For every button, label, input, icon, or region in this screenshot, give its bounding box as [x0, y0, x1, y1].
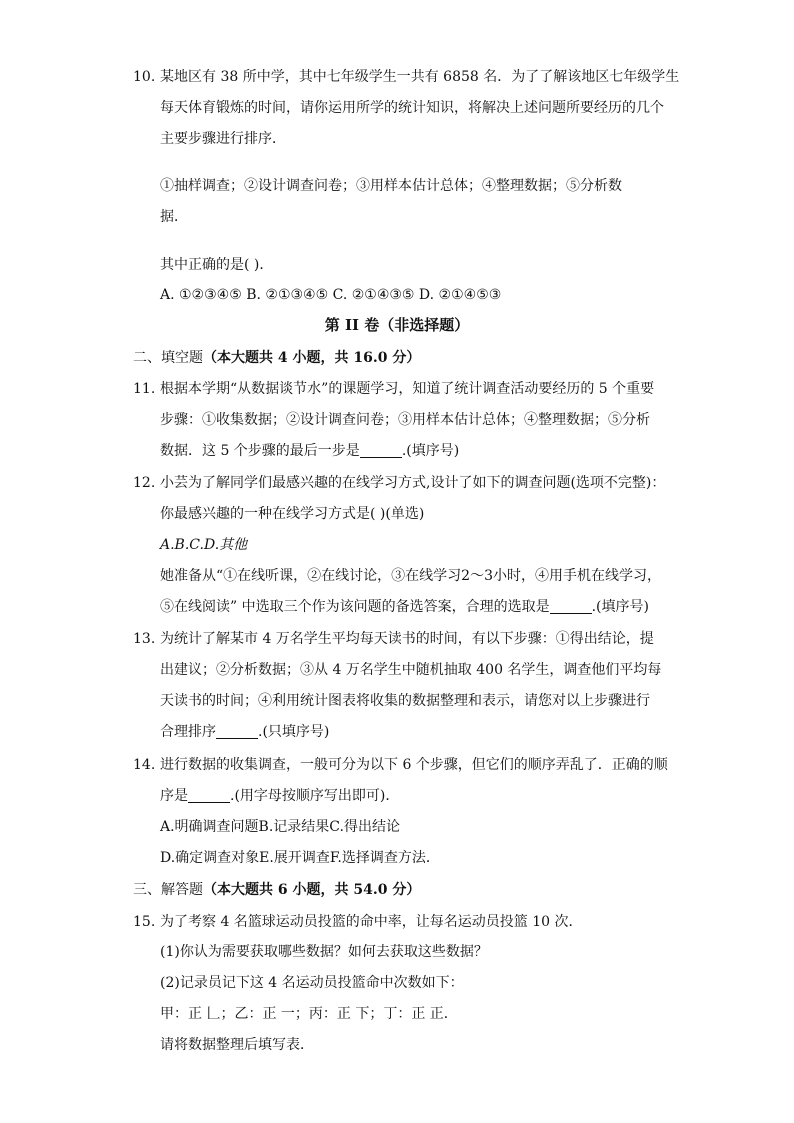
- question-12-line-1: 小芸为了解同学们最感兴趣的在线学习方式,设计了如下的调查问题(选项不完整)：: [160, 475, 666, 491]
- question-11-line-3: [160, 441, 459, 461]
- question-12-line-5-text: ⑤在线阅读” 中选取三个作为该问题的备选答案，合理的选取是: [160, 599, 550, 615]
- question-13-line-3: 天读书的时间；④利用统计图表将收集的数据整理和表示，请您对以上步骤进行: [160, 693, 650, 709]
- question-11-line-3-text: 数据．这 5 个步骤的最后一步是: [160, 443, 360, 459]
- question-15-line-2: (1)你认为需要获取哪些数据？如何去获取这些数据？: [160, 944, 488, 960]
- question-10-steps-2: 据．: [160, 209, 188, 225]
- question-15-line-1: 为了考察 4 名篮球运动员投篮的命中率，让每名运动员投篮 10 次．: [160, 914, 583, 930]
- question-12-answer-blank[interactable]: [550, 599, 592, 614]
- question-12-line-4: 她准备从“①在线听课，②在线讨论，③在线学习2～3小时，④用手机在线学习，: [160, 568, 661, 584]
- question-10-line-1: 某地区有 38 所中学，其中七年级学生一共有 6858 名．为了了解该地区七年级学生: [160, 69, 680, 85]
- question-15-line-4: 甲：正 𠃊；乙：正 一；丙：正 下；丁：正 正．: [160, 1006, 458, 1022]
- question-14-line-1: 进行数据的收集调查，一般可分为以下 6 个步骤，但它们的顺序弄乱了．正确的顺: [160, 757, 668, 773]
- question-15-number: 15.: [133, 914, 156, 930]
- question-13-line-4: [160, 722, 329, 742]
- question-12-number: 12.: [133, 475, 156, 491]
- question-12-line-5-suffix: .(填序号): [591, 599, 649, 615]
- question-12-line-3: A.B.C.D.其他: [160, 537, 248, 553]
- part-2-title: 第 II 卷（非选择题）: [324, 316, 470, 334]
- section-2-header: [133, 348, 420, 368]
- question-10-steps-1: ①抽样调查；②设计调查问卷；③用样本估计总体；④整理数据；⑤分析数: [160, 178, 622, 194]
- question-14-line-3: A.明确调查问题B.记录结果C.得出结论: [160, 819, 400, 835]
- question-13-line-4-text: 合理排序: [160, 724, 216, 740]
- section-3-label: 三、解答题: [133, 882, 203, 898]
- question-10-line-3: 主要步骤进行排序．: [160, 131, 286, 147]
- question-11-answer-blank[interactable]: [360, 443, 402, 458]
- question-11-line-2: 步骤：①收集数据；②设计调查问卷；③用样本估计总体；④整理数据；⑤分析: [160, 412, 650, 428]
- question-14-line-2: [160, 786, 399, 806]
- section-3-note: （本大题共 6 小题，共 54.0 分）: [203, 882, 421, 898]
- question-10-line-2: 每天体育锻炼的时间，请你运用所学的统计知识，将解决上述问题所要经历的几个: [160, 100, 664, 116]
- question-13-line-1: 为统计了解某市 4 万名学生平均每天读书的时间，有以下步骤：①得出结论，提: [160, 631, 654, 647]
- question-11-line-1: 根据本学期“从数据谈节水”的课题学习，知道了统计调查活动要经历的 5 个重要: [160, 381, 655, 397]
- question-14-line-4: D.确定调查对象E.展开调查F.选择调查方法．: [160, 850, 440, 866]
- question-12-line-5: [160, 597, 649, 617]
- section-2-label: 二、填空题: [133, 350, 203, 366]
- question-15-line-5: 请将数据整理后填写表．: [160, 1037, 314, 1053]
- question-11-number: 11.: [133, 381, 156, 397]
- question-14-line-2-text: 序是: [160, 788, 188, 804]
- question-13-answer-blank[interactable]: [216, 724, 258, 739]
- question-11-line-3-suffix: .(填序号): [401, 443, 460, 459]
- question-13-number: 13.: [133, 631, 156, 647]
- question-14-line-2-suffix: .(用字母按顺序写出即可)．: [230, 788, 400, 804]
- section-2-note: （本大题共 4 小题，共 16.0 分）: [203, 350, 421, 366]
- question-14-number: 14.: [133, 757, 156, 773]
- question-13-line-4-suffix: .(只填序号): [258, 724, 330, 740]
- question-10-options: A. ①②③④⑤ B. ②①③④⑤ C. ②①④③⑤ D. ②①④⑤③: [160, 287, 502, 303]
- question-12-line-2: 你最感兴趣的一种在线学习方式是( )(单选): [160, 506, 425, 522]
- question-10-number: 10.: [133, 69, 156, 85]
- question-13-line-2: 出建议；②分析数据；③从 4 万名学生中随机抽取 400 名学生，调查他们平均每: [160, 662, 662, 678]
- question-10-prompt: 其中正确的是( )．: [160, 257, 274, 273]
- question-15-line-3: (2)记录员记下这 4 名运动员投篮命中次数如下：: [160, 975, 464, 991]
- section-3-header: [133, 880, 420, 900]
- question-14-answer-blank[interactable]: [188, 788, 230, 803]
